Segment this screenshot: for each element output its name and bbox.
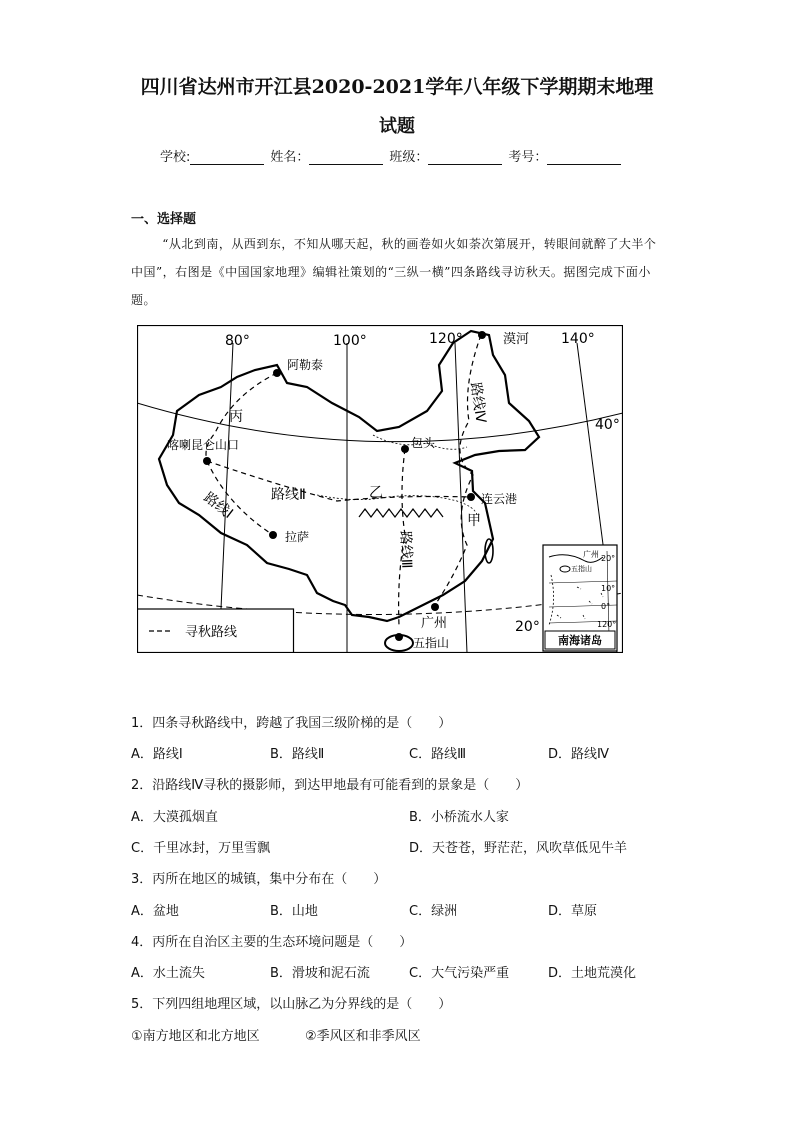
question-3-option-b[interactable]: B．山地	[270, 904, 318, 919]
lon-label-100: 100°	[333, 333, 367, 349]
label-route-3: 路线Ⅲ	[397, 530, 415, 569]
question-4-option-d[interactable]: D．土地荒漠化	[548, 966, 637, 981]
question-5-choice-1[interactable]: ①南方地区和北方地区	[131, 1029, 260, 1044]
label-route-2: 路线Ⅱ	[271, 487, 306, 503]
question-5-choice-2[interactable]: ②季风区和非季风区	[305, 1029, 421, 1044]
label-guangzhou: 广州	[421, 616, 448, 631]
label-lianyungang: 连云港	[481, 492, 518, 506]
question-1-option-d[interactable]: D．路线Ⅳ	[548, 747, 610, 762]
lon-label-120: 120°	[429, 331, 463, 347]
china-autumn-route-map	[137, 325, 623, 653]
label-lhasa: 拉萨	[285, 530, 310, 544]
map-legend	[138, 609, 294, 653]
school-blank[interactable]	[190, 150, 264, 165]
south-china-sea-inset	[543, 545, 617, 651]
inset-label-10: 10°	[601, 584, 616, 593]
lat-label-40: 40°	[595, 417, 620, 433]
point-baotou	[401, 445, 409, 453]
point-lianyungang	[467, 493, 475, 501]
point-altay	[273, 369, 281, 377]
intro-text: “从北到南，从西到东，不知从哪天起，秋的画卷如火如荼次第展开，转眼间就醉了大半个中国”，右图是《中国国家地理》编辑社策划的“三纵一横”四条路线寻访秋天。据图完成下面小题。	[131, 237, 657, 307]
class-label: 班级：	[389, 150, 429, 165]
question-2-option-a[interactable]: A．大漠孤烟直	[131, 810, 218, 825]
question-2-option-d[interactable]: D．天苍苍，野茫茫，风吹草低见牛羊	[409, 841, 628, 856]
legend-label: 寻秋路线	[185, 625, 238, 640]
question-3-stem: 3．丙所在地区的城镇，集中分布在（ ）	[131, 872, 387, 887]
inset-title: 南海诸岛	[558, 634, 602, 647]
class-blank[interactable]	[428, 150, 502, 165]
inset-label-20: 20°	[601, 554, 616, 563]
question-1-option-c[interactable]: C．路线Ⅲ	[409, 747, 467, 762]
name-label: 姓名：	[270, 150, 310, 165]
label-wuzhishan: 五指山	[413, 636, 450, 650]
label-karakoram-pass: 喀喇昆仑山口	[167, 438, 240, 452]
exam-title-line1: 四川省达州市开江县2020-2021学年八年级下学期期末地理	[140, 76, 654, 98]
exam-title-line2: 试题	[379, 116, 415, 137]
exam-number-blank[interactable]	[547, 150, 621, 165]
question-4-option-b[interactable]: B．滑坡和泥石流	[270, 966, 370, 981]
lat-label-20: 20°	[515, 619, 540, 635]
section-heading: 一、选择题	[131, 212, 197, 227]
point-lhasa	[269, 531, 277, 539]
question-3-option-a[interactable]: A．盆地	[131, 904, 179, 919]
question-4-stem: 4．丙所在自治区主要的生态环境问题是（ ）	[131, 935, 413, 950]
question-1-stem: 1．四条寻秋路线中，跨越了我国三级阶梯的是（ ）	[131, 716, 452, 731]
question-1-option-b[interactable]: B．路线Ⅱ	[270, 747, 325, 762]
name-blank[interactable]	[309, 150, 383, 165]
question-1-option-a[interactable]: A．路线Ⅰ	[131, 747, 183, 762]
point-mohe	[478, 331, 486, 339]
lon-label-140: 140°	[561, 331, 595, 347]
label-bing: 丙	[229, 409, 243, 425]
question-4-option-c[interactable]: C．大气污染严重	[409, 966, 510, 981]
inset-label-0: 0°	[601, 602, 611, 611]
point-karakoram-pass	[203, 457, 211, 465]
exam-number-label: 考号：	[508, 150, 548, 165]
question-2-stem: 2．沿路线Ⅳ寻秋的摄影师，到达甲地最有可能看到的景象是（ ）	[131, 778, 529, 793]
lon-label-80: 80°	[225, 333, 250, 349]
question-3-option-d[interactable]: D．草原	[548, 904, 598, 919]
question-4-option-a[interactable]: A．水土流失	[131, 966, 205, 981]
label-yi: 乙	[369, 485, 383, 501]
point-wuzhishan	[395, 633, 403, 641]
label-jia: 甲	[467, 513, 481, 529]
inset-label-wuzhishan: 五指山	[571, 565, 592, 573]
intro-paragraph	[131, 230, 659, 314]
question-5-stem: 5．下列四组地理区域，以山脉乙为分界线的是（ ）	[131, 997, 452, 1012]
student-info-row	[160, 146, 627, 165]
inset-label-guangzhou: 广州	[583, 550, 599, 559]
label-route-1: 路线Ⅰ	[200, 489, 236, 522]
point-guangzhou	[431, 603, 439, 611]
question-2-option-b[interactable]: B．小桥流水人家	[409, 810, 509, 825]
label-route-4: 路线Ⅳ	[467, 381, 489, 425]
question-3-option-c[interactable]: C．绿洲	[409, 904, 458, 919]
label-baotou: 包头	[411, 436, 436, 450]
label-altay: 阿勒泰	[287, 358, 324, 372]
question-2-option-c[interactable]: C．千里冰封，万里雪飘	[131, 841, 271, 856]
label-mohe: 漠河	[503, 332, 530, 347]
inset-label-120: 120°	[597, 620, 617, 629]
school-label: 学校:	[160, 150, 191, 165]
